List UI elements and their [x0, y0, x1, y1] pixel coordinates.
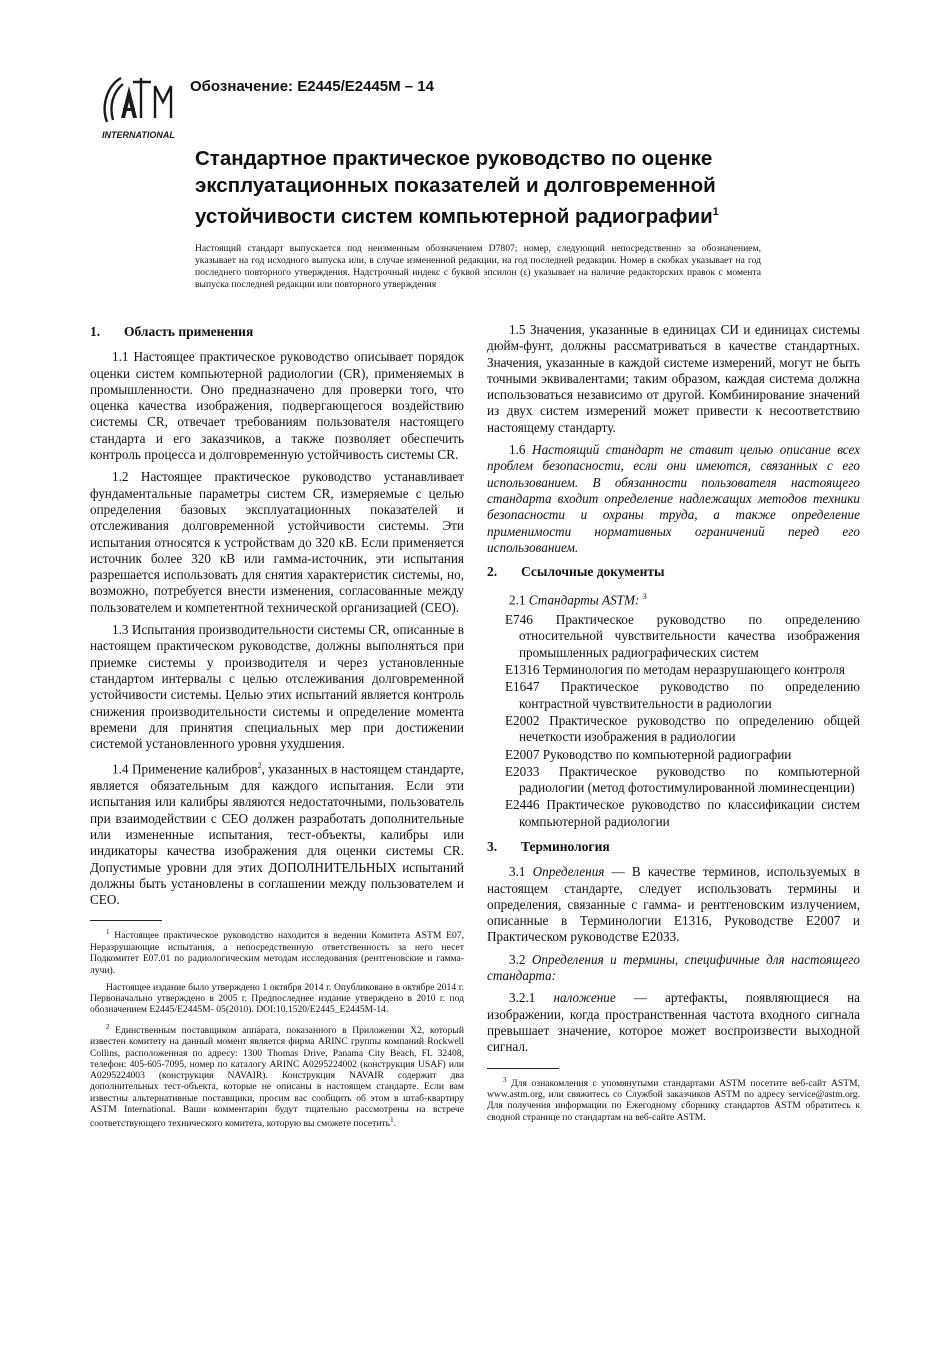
reference-e2446: E2446 Практическое руководство по классификации систем компьютерной радиологии	[505, 797, 860, 829]
paragraph-3-1: 3.1 Определения — В качестве терминов, используемых в настоящем стандарте, следует использовать термины и определения, связанные с гамма- и рентгеновским излучением, описанные в Терминологии E1316, Руководстве E2007 и Практическом руководстве E2033.	[487, 864, 860, 945]
section-2-heading: 2. Ссылочные документы	[487, 564, 665, 580]
footnote-ref-2[interactable]: 2	[257, 761, 262, 771]
right-column	[487, 322, 860, 1129]
footnote-ref-3[interactable]: 3	[642, 592, 647, 602]
issuance-notice: Настоящий стандарт выпускается под неизменным обозначением D7807; номер, следующий непосредственно за обозначением, указывает на год исходного выпуска или, в случае измененной редакции, на год последней редакции. Номер в скобках указывает на год последнего повторного утверждения. Надстрочный индекс с буквой эпсилон (ε) указывает на наличие редакторских правок с момента выпуска последней редакции или повторного утверждения	[195, 243, 761, 291]
designation: Обозначение: E2445/E2445M – 14	[190, 78, 434, 95]
reference-e1316: E1316 Терминология по методам неразрушающего контроля	[505, 662, 845, 678]
paragraph-1-5: 1.5 Значения, указанные в единицах СИ и единицах системы дюйм-фунт, должны рассматриваться в качестве стандартных. Значения, указанные в каждой системе измерений, могут не быть точными эквивалентами; таким образом, каждая система должна использоваться независимо от другой. Комбинирование значений из двух систем измерений может привести к несоответствию настоящему стандарту.	[487, 322, 860, 435]
section-1-heading: 1. Область применения	[90, 324, 254, 339]
paragraph-1-3: 1.3 Испытания производительности системы CR, описанные в настоящем практическом руководстве, должны выполняться при приемке системы у производителя и через установленные стандартом интервалы с целью отслеживания долговременной устойчивости системы. Целью этих испытаний является контроль снижения производительности системы и определение момента времени для принятия специальных мер при достижении системой установленного уровня ухудшения.	[90, 622, 464, 752]
footnote-3: $^3$ Для ознакомления с упомянутыми стандартами ASTM посетите веб-сайт ASTM, www.astm.org, или свяжитесь со Службой заказчиков ASTM по адресу service@astm.org. Для получения информации по Ежегодному сборнику стандартов ASTM обратитесь к сводной странице по стандартам на веб-сайте ASTM.	[487, 1075, 860, 1123]
reference-e1647: E1647 Практическое руководство по определению контрастной чувствительности в радиологии	[505, 679, 860, 711]
title-footnote-mark: 1	[712, 206, 719, 218]
paragraph-1-1: 1.1 Настоящее практическое руководство описывает порядок оценки систем компьютерной радиологии (CR), применяемых в промышленности. Оно предназначено для проверки того, что оценка качества изображения, подвергающегося воздействию системы CR, отвечает требованиям пользователя настоящего стандарта и его заказчиков, а также позволяет обеспечить контроль процесса и долговременную устойчивость системы CR.	[90, 349, 464, 463]
logo-caption: INTERNATIONAL	[102, 130, 175, 140]
reference-e2033: E2033 Практическое руководство по компьютерной радиологии (метод фотостимулированной люминесценции)	[505, 763, 860, 796]
astm-logo-icon	[99, 72, 181, 142]
astm-logo	[99, 72, 181, 142]
astm-standards-subheading: 2.1 Стандарты ASTM: $^3$	[509, 592, 647, 608]
footnote-1-edition: Настоящее издание было утверждено 1 октября 2014 г. Опубликовано в октябре 2014 г. Первоначально утверждено в 2005 г. Предпоследнее издание утверждено в 2010 г. под обозначением E2445/E2445M- 05(2010). DOI:10.1520/E2445_E2445M-14.	[90, 981, 464, 1016]
paragraph-3-2: 3.2 Определения и термины, специфичные для настоящего стандарта:	[487, 951, 861, 984]
footnote-divider	[90, 920, 162, 921]
footnote-divider-right	[487, 1068, 559, 1069]
reference-e2002: E2002 Практическое руководство по определению общей нечеткости изображения в радиологии	[505, 712, 860, 745]
paragraph-1-4: 1.4 Применение калибров$^2$, указанных в настоящем стандарте, является обязательным для каждого испытания. Если эти испытания или калибры являются недостаточными, пользователь при взаимодействии с CEO должен разработать дополнительные или измененные испытания, тест-объекты, калибры или индикаторы качества изображения для оценки системы CR. Допустимые уровни для этих ДОПОЛНИТЕЛЬНЫХ испытаний должны быть установлены в соглашении между пользователем и CEO.	[90, 761, 464, 908]
title-text: Стандартное практическое руководство по оценке эксплуатационных показателей и долговременной устойчивости систем компьютерной радиографии	[195, 147, 716, 228]
section-3-heading: 3. Терминология	[487, 839, 610, 854]
reference-e2007: E2007 Руководство по компьютерной радиографии	[505, 746, 792, 762]
paragraph-1-2: 1.2 Настоящее практическое руководство устанавливает фундаментальные параметры систем CR, измеряемые с целью определения базовых эксплуатационных показателей и отслеживания долговременной устойчивости системы. Эти испытания относятся к устройствам до 320 кВ. Если применяется источник более 320 кВ или гамма-источник, эти испытания разрешается использовать для снятия характеристик системы, но, возможно, потребуется внести изменения, согласованные между пользователем и компетентной технической организацией (CEO).	[90, 469, 464, 615]
paragraph-3-2-1: 3.2.1 наложение — артефакты, появляющиеся на изображении, когда пространственная частота входного сигнала превышает значение, которое может воспроизвести выходной сигнал.	[487, 990, 861, 1055]
document-title	[195, 145, 795, 230]
footnote-2: $^2$ Единственным поставщиком аппарата, показанного в Приложении X2, который известен комитету на данный момент является фирма ARINC группы компаний Rockwell Collins, расположенная по адресу: 1300 Thomas Drive, Panama City Beach, FL 32408, телефон: 405-605-7095, номер по каталогу ARINC A0295224002 (конструкция USAF) или A0295224003 (конструкция NAVAIR). Конструкция NAVAIR содержит два дополнительных тест-объекта, которые не описаны в настоящем стандарте. Если вам известны альтернативные поставщики, просим вас сообщить об этом в штаб-квартиру ASTM International. Ваши комментарии будут тщательно рассмотрены на встрече соответствующего технического комитета, которую вы сможете посетить$^1$.	[90, 1022, 464, 1130]
footnote-1: $^1$ Настоящее практическое руководство находится в ведении Комитета ASTM E07, Неразрушающие испытания, а непосредственную ответственность за него несет Подкомитет E07.01 по радиологическим методам исследования (рентгеновские и гамма-лучи).	[90, 928, 465, 976]
paragraph-1-6: 1.6 Настоящий стандарт не ставит целью описание всех проблем безопасности, если они имеются, связанных с его использованием. В обязанности пользователя настоящего стандарта входит определение надлежащих методов техники безопасности и охраны труда, а также определение применимости нормативных ограничений перед его использованием.	[487, 442, 860, 555]
reference-e746: E746 Практическое руководство по определению относительной чувствительности качества изображения промышленных радиографических систем	[505, 612, 860, 660]
left-column	[90, 322, 464, 1136]
